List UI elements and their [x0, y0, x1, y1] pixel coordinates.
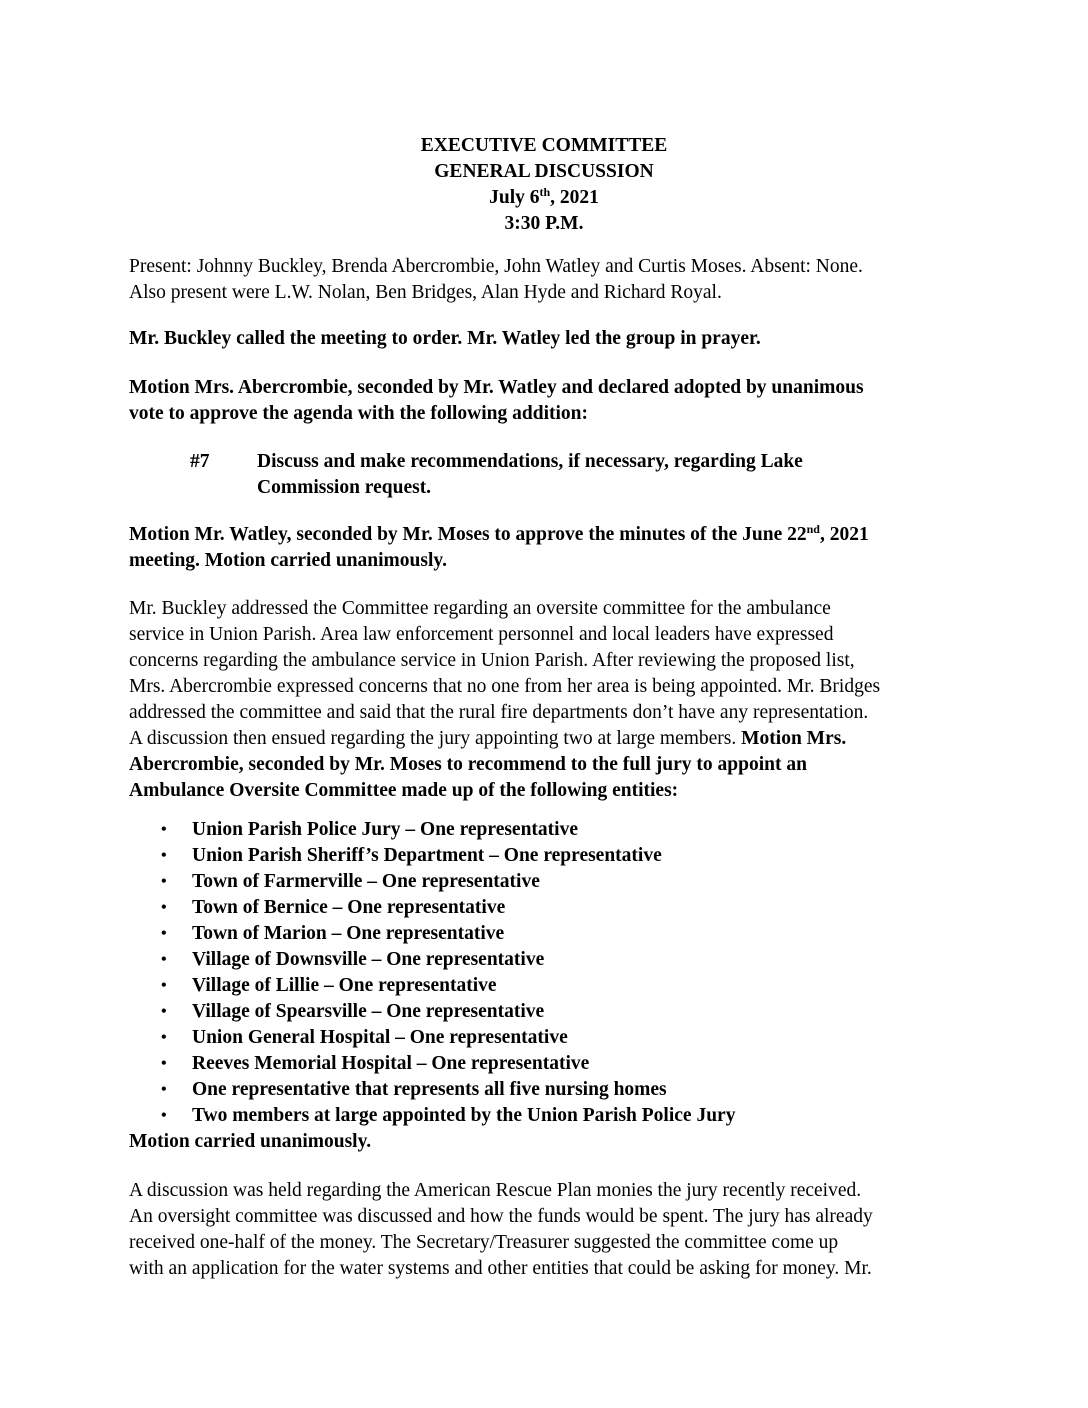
list-item — [161, 999, 961, 1025]
ambulance-line: concerns regarding the ambulance service in Union Parish. After reviewing the proposed list, — [129, 650, 855, 671]
bullet-icon: • — [161, 847, 167, 864]
ambulance-line: addressed the committee and said that the rural fire departments don’t have any representation. — [129, 702, 869, 723]
agenda-motion-line: vote to approve the agenda with the following addition: — [129, 403, 588, 424]
entity-list — [161, 817, 961, 1129]
motion-carried — [129, 1129, 959, 1155]
list-item — [161, 1025, 961, 1051]
list-item — [161, 947, 961, 973]
agenda-item-number: #7 — [190, 451, 210, 472]
list-item — [161, 1077, 961, 1103]
rescue-plan-line: A discussion was held regarding the American Rescue Plan monies the jury recently received. — [129, 1180, 862, 1201]
entity-label: Village of Lillie – One representative — [192, 975, 497, 996]
bullet-icon: • — [161, 899, 167, 916]
list-item — [161, 895, 961, 921]
bullet-icon: • — [161, 821, 167, 838]
attendance-paragraph — [129, 254, 959, 306]
entity-label: Town of Farmerville – One representative — [192, 871, 540, 892]
entity-label: Union Parish Sheriff’s Department – One representative — [192, 845, 662, 866]
list-item — [161, 869, 961, 895]
entity-label: Town of Marion – One representative — [192, 923, 505, 944]
entity-label: Union General Hospital – One representative — [192, 1027, 568, 1048]
minutes-motion-prefix: Motion Mr. Watley, seconded by Mr. Moses to approve the minutes of the June 22 — [129, 524, 807, 545]
attendance-line: Present: Johnny Buckley, Brenda Abercrombie, John Watley and Curtis Moses. Absent: None. — [129, 256, 863, 277]
ambulance-line: Mr. Buckley addressed the Committee regarding an oversite committee for the ambulance — [129, 598, 831, 619]
entity-label: Reeves Memorial Hospital – One representative — [192, 1053, 590, 1074]
bullet-icon: • — [161, 1003, 167, 1020]
entity-label: Village of Spearsville – One representative — [192, 1001, 545, 1022]
agenda-item-line: Commission request. — [257, 477, 432, 498]
entity-label: Village of Downsville – One representative — [192, 949, 545, 970]
entity-label: Union Parish Police Jury – One representative — [192, 819, 578, 840]
minutes-motion-suffix: , 2021 — [819, 524, 869, 545]
minutes-motion-superscript: nd — [806, 522, 820, 536]
agenda-motion — [129, 375, 959, 427]
bullet-icon: • — [161, 951, 167, 968]
date-superscript: th — [539, 185, 551, 199]
bullet-icon: • — [161, 977, 167, 994]
bullet-icon: • — [161, 1081, 167, 1098]
rescue-plan-line: received one-half of the money. The Secretary/Treasurer suggested the committee come up — [129, 1232, 839, 1253]
ambulance-line-bold: Motion Mrs. — [741, 728, 847, 749]
agenda-motion-line: Motion Mrs. Abercrombie, seconded by Mr. Watley and declared adopted by unanimous — [129, 377, 864, 398]
ambulance-motion-line: Abercrombie, seconded by Mr. Moses to recommend to the full jury to appoint an — [129, 754, 807, 775]
ambulance-line: Mrs. Abercrombie expressed concerns that no one from her area is being appointed. Mr. Bridges — [129, 676, 881, 697]
header-date — [0, 185, 1088, 211]
ambulance-paragraph — [129, 596, 959, 804]
call-to-order — [129, 326, 959, 352]
agenda-item-line: Discuss and make recommendations, if necessary, regarding Lake — [257, 451, 803, 472]
header-time: 3:30 P.M. — [504, 213, 584, 234]
bullet-icon: • — [161, 1029, 167, 1046]
document-header — [0, 133, 1088, 237]
list-item — [161, 973, 961, 999]
minutes-motion-line — [129, 522, 959, 548]
header-title: EXECUTIVE COMMITTEE — [420, 135, 668, 156]
list-item — [161, 843, 961, 869]
bullet-icon: • — [161, 1055, 167, 1072]
list-item — [161, 921, 961, 947]
motion-carried-line: Motion carried unanimously. — [129, 1131, 372, 1152]
rescue-plan-paragraph — [129, 1178, 959, 1282]
entity-label: Two members at large appointed by the Union Parish Police Jury — [192, 1105, 736, 1126]
attendance-line: Also present were L.W. Nolan, Ben Bridges, Alan Hyde and Richard Royal. — [129, 282, 722, 303]
minutes-motion — [129, 522, 959, 574]
ambulance-line-plain: A discussion then ensued regarding the jury appointing two at large members. — [129, 728, 742, 749]
ambulance-motion-line: Ambulance Oversite Committee made up of the following entities: — [129, 780, 679, 801]
bullet-icon: • — [161, 873, 167, 890]
list-item — [161, 817, 961, 843]
minutes-motion-line: meeting. Motion carried unanimously. — [129, 550, 447, 571]
rescue-plan-line: with an application for the water systems and other entities that could be asking for money. Mr. — [129, 1258, 872, 1279]
date-prefix: July 6 — [489, 187, 540, 208]
list-item — [161, 1103, 961, 1129]
entity-label: One representative that represents all five nursing homes — [192, 1079, 667, 1100]
ambulance-line: service in Union Parish. Area law enforcement personnel and local leaders have expressed — [129, 624, 834, 645]
list-item — [161, 1051, 961, 1077]
entity-label: Town of Bernice – One representative — [192, 897, 506, 918]
agenda-item-text — [257, 449, 877, 501]
rescue-plan-line: An oversight committee was discussed and how the funds would be spent. The jury has already — [129, 1206, 873, 1227]
bullet-icon: • — [161, 925, 167, 942]
bullet-icon: • — [161, 1107, 167, 1124]
header-subtitle: GENERAL DISCUSSION — [434, 161, 654, 182]
call-to-order-line: Mr. Buckley called the meeting to order. Mr. Watley led the group in prayer. — [129, 328, 761, 349]
ambulance-line — [129, 726, 959, 752]
date-suffix: , 2021 — [550, 187, 599, 208]
